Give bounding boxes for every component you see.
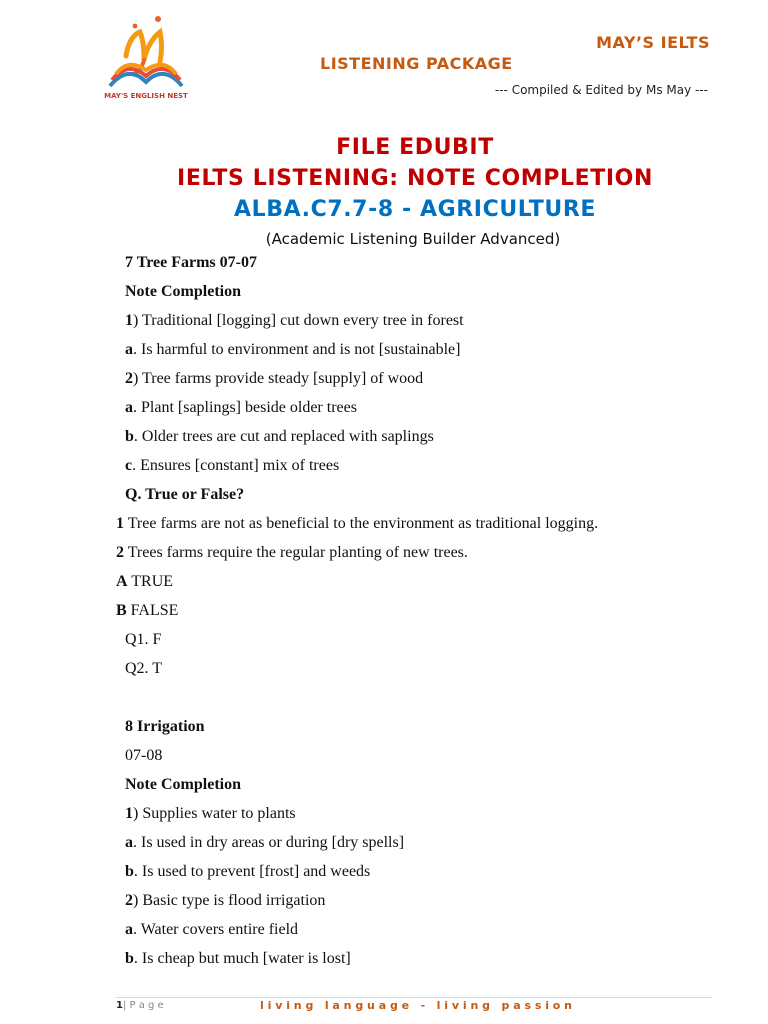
footer-divider: [116, 997, 712, 998]
logo-graphic: [104, 12, 188, 92]
package-title: LISTENING PACKAGE: [320, 54, 513, 73]
note-item: b. Older trees are cut and replaced with saplings: [125, 428, 434, 445]
note-item: a. Is harmful to environment and is not [sustainable]: [125, 341, 461, 358]
footer-tagline: l i v i n g l a n g u a g e - l i v i n g p a s s i o n: [260, 999, 573, 1012]
page-number: 1| P a g e: [116, 1000, 164, 1011]
subtitle: (Academic Listening Builder Advanced): [265, 230, 561, 248]
section-heading: 7 Tree Farms 07-07: [125, 254, 257, 271]
title-alba: ALBA.C7.7-8 - AGRICULTURE: [233, 197, 597, 222]
logo-caption: MAY'S ENGLISH NEST: [104, 92, 188, 100]
note-item: a. Is used in dry areas or during [dry spells]: [125, 834, 405, 851]
note-item: 2) Basic type is flood irrigation: [125, 892, 326, 909]
compiled-by: --- Compiled & Edited by Ms May ---: [494, 83, 708, 97]
answer-item: Q2. T: [125, 660, 163, 677]
title-file: FILE EDUBIT: [336, 135, 494, 160]
note-heading: Note Completion: [125, 283, 241, 300]
question-heading: Q. True or False?: [125, 486, 245, 503]
note-item: a. Plant [saplings] beside older trees: [125, 399, 357, 416]
note-item: b. Is used to prevent [frost] and weeds: [125, 863, 371, 880]
option-item: B FALSE: [116, 602, 179, 619]
note-item: a. Water covers entire field: [125, 921, 299, 938]
logo: [104, 12, 188, 104]
question-item: 2 Trees farms require the regular planting of new trees.: [116, 544, 468, 561]
brand-name: MAY’S IELTS: [596, 33, 710, 52]
section-code: 07-08: [125, 747, 163, 764]
note-item: b. Is cheap but much [water is lost]: [125, 950, 351, 967]
section-heading: 8 Irrigation: [125, 718, 205, 735]
option-item: A TRUE: [116, 573, 174, 590]
question-item: 1 Tree farms are not as beneficial to the environment as traditional logging.: [116, 515, 599, 532]
note-item: c. Ensures [constant] mix of trees: [125, 457, 340, 474]
title-listening: IELTS LISTENING: NOTE COMPLETION: [177, 166, 653, 191]
note-item: 1) Traditional [logging] cut down every tree in forest: [125, 312, 464, 329]
note-item: 2) Tree farms provide steady [supply] of wood: [125, 370, 424, 387]
note-heading: Note Completion: [125, 776, 241, 793]
note-item: 1) Supplies water to plants: [125, 805, 296, 822]
answer-item: Q1. F: [125, 631, 162, 648]
